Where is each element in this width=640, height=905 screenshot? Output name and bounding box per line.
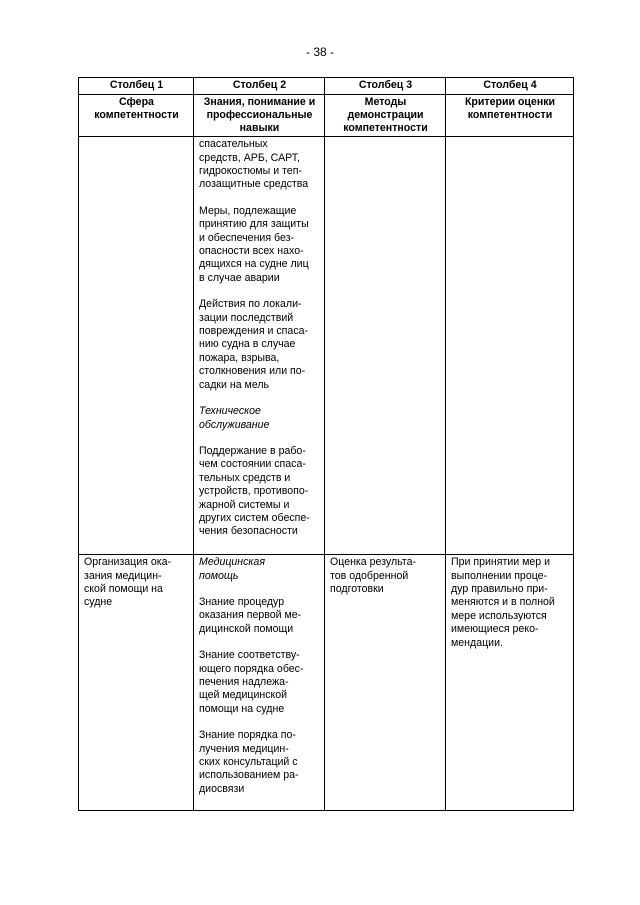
table-row: [79, 555, 574, 811]
row2-criteria-cell: При принятии мер и выполнении проце- дур правильно при- меняются и в полной мере используются имеющиеся реко- мендации.: [446, 555, 574, 811]
row1-competence-cell: [79, 137, 194, 555]
column-number-4: Столбец 4: [446, 78, 574, 95]
paragraph: Действия по локали- зации последствий повреждения и спаса- нию судна в случае пожара, взрыва, столкновения или по- садки на мель: [199, 298, 309, 391]
paragraph: Меры, подлежащие принятию для защиты и обеспечения без- опасности всех нахо- дящихся на судне лиц в случае аварии: [199, 204, 309, 284]
competence-table: [78, 77, 574, 811]
paragraph: Знание соответству- ющего порядка обес- печения надлежа- щей медицинской помощи на судне: [199, 649, 304, 715]
row2-methods-cell: Оценка результа- тов одобренной подготовки: [325, 555, 446, 811]
section-heading: Медицинская помощь: [199, 556, 265, 582]
paragraph: спасательных средств, АРБ, САРТ, гидрокостюмы и теп- лозащитные средства: [199, 138, 309, 191]
paragraph: Поддержание в рабо- чем состоянии спаса- тельных средств и устройств, противопо- жарной системы и других систем обеспе- чения безопасности: [199, 444, 310, 538]
column-number-2: Столбец 2: [194, 78, 325, 95]
paragraph: Знание процедур оказания первой ме- дицинской помощи: [199, 596, 302, 635]
row2-knowledge-cell: [194, 555, 325, 811]
row1-methods-cell: [325, 137, 446, 555]
row1-knowledge-cell: [194, 137, 325, 555]
column-header-knowledge: Знания, понимание и профессиональные навыки: [194, 95, 325, 137]
column-header-row: [79, 95, 574, 137]
column-header-demonstration-methods: Методы демонстрации компетентности: [325, 95, 446, 137]
page-number: - 38 -: [305, 45, 334, 59]
column-number-1: Столбец 1: [79, 78, 194, 95]
column-number-3: Столбец 3: [325, 78, 446, 95]
section-heading: Техническое обслуживание: [199, 405, 270, 431]
column-header-competence-area: Сфера компетентности: [79, 95, 194, 137]
table-row: [79, 137, 574, 555]
row2-competence-cell: Организация ока- зания медицин- ской помощи на судне: [79, 555, 194, 811]
column-header-evaluation-criteria: Критерии оценки компетентности: [446, 95, 574, 137]
paragraph: Знание порядка по- лучения медицин- ских консультаций с использованием ра- диосвязи: [199, 729, 299, 795]
column-number-row: [79, 78, 574, 95]
row1-criteria-cell: [446, 137, 574, 555]
